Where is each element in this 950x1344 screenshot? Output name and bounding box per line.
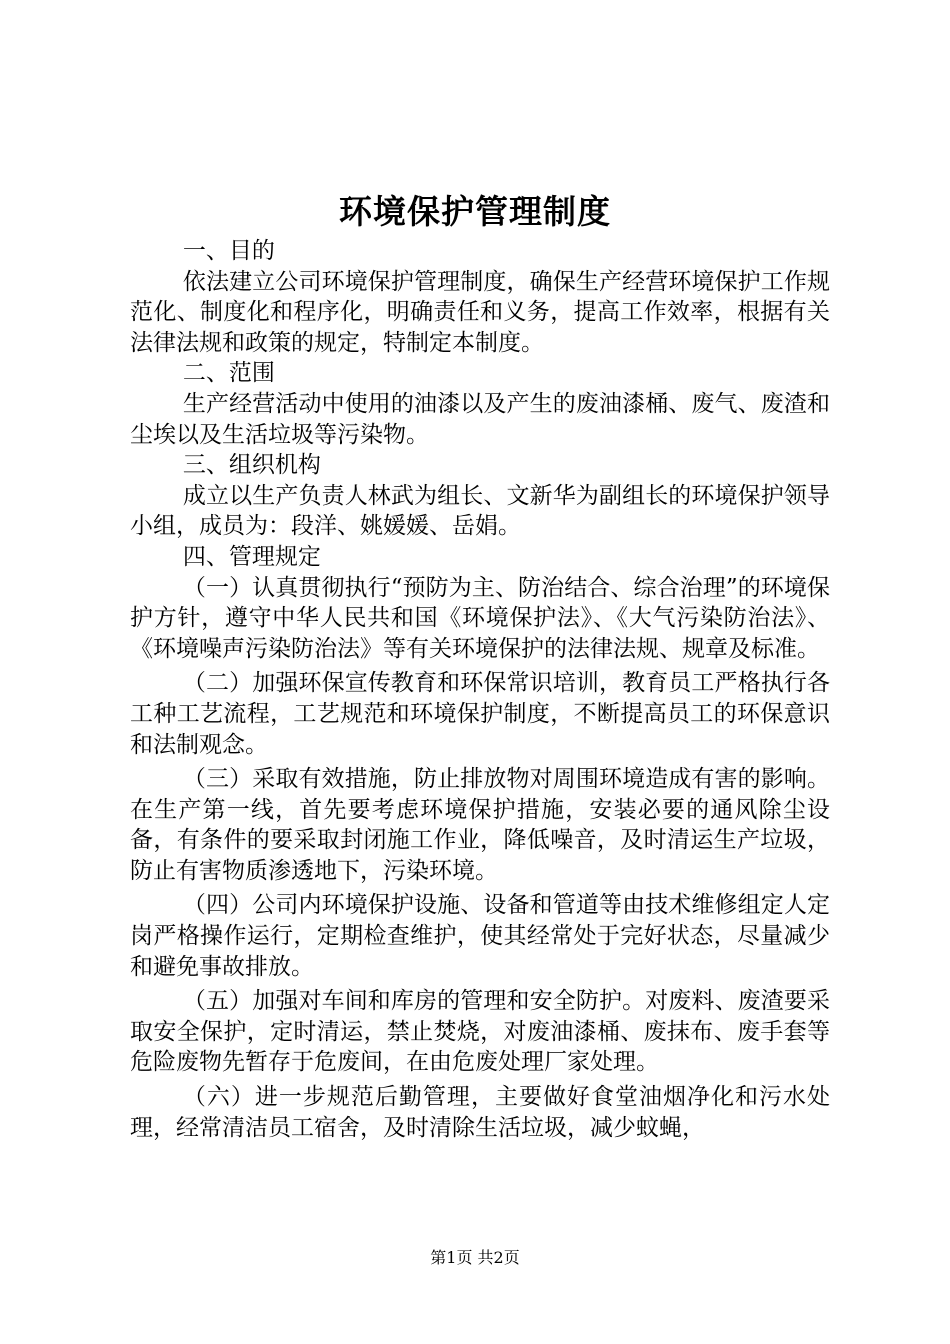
paragraph-rule-3: （三）采取有效措施，防止排放物对周围环境造成有害的影响。在生产第一线，首先要考虑环境保护措施，安装必要的通风除尘设备，有条件的要采取封闭施工作业，降低噪音，及时清运生产垃圾，防止有害物质渗透地下，污染环境。: [130, 766, 830, 884]
paragraph-scope: 生产经营活动中使用的油漆以及产生的废油漆桶、废气、废渣和尘埃以及生活垃圾等污染物。: [130, 390, 830, 448]
page-number-footer: 第1页 共2页: [430, 1248, 520, 1267]
paragraph-organization: 成立以生产负责人林武为组长、文新华为副组长的环境保护领导小组，成员为：段洋、姚媛媛、岳娟。: [130, 482, 830, 540]
document-body: [130, 236, 830, 1143]
paragraph-rule-5: （五）加强对车间和库房的管理和安全防护。对废料、废渣要采取安全保护，定时清运，禁止焚烧，对废油漆桶、废抹布、废手套等危险废物先暂存于危废间，在由危废处理厂家处理。: [130, 988, 830, 1076]
section-heading-regulations: 四、管理规定: [182, 543, 321, 570]
paragraph-rule-6: （六）进一步规范后勤管理，主要做好食堂油烟净化和污水处理，经常清洁员工宿舍，及时清除生活垃圾，减少蚊蝇，: [130, 1084, 830, 1141]
paragraph-rule-1: （一）认真贯彻执行“预防为主、防治结合、综合治理”的环境保护方针，遵守中华人民共和国《环境保护法》、《大气污染防治法》、《环境噪声污染防治法》等有关环境保护的法律法规、规章及标准。: [130, 574, 830, 662]
section-heading-purpose: 一、目的: [182, 238, 275, 264]
paragraph-rule-4: （四）公司内环境保护设施、设备和管道等由技术维修组定人定岗严格操作运行，定期检查维护，使其经常处于完好状态，尽量减少和避免事故排放。: [130, 892, 830, 980]
document-title: 环境保护管理制度: [339, 192, 611, 231]
paragraph-rule-2: （二）加强环保宣传教育和环保常识培训，教育员工严格执行各工种工艺流程，工艺规范和环境保护制度，不断提高员工的环保意识和法制观念。: [130, 670, 830, 758]
paragraph-purpose: 依法建立公司环境保护管理制度，确保生产经营环境保护工作规范化、制度化和程序化，明确责任和义务，提高工作效率，根据有关法律法规和政策的规定，特制定本制度。: [130, 268, 830, 356]
section-heading-scope: 二、范围: [182, 360, 275, 387]
section-heading-organization: 三、组织机构: [182, 452, 321, 479]
